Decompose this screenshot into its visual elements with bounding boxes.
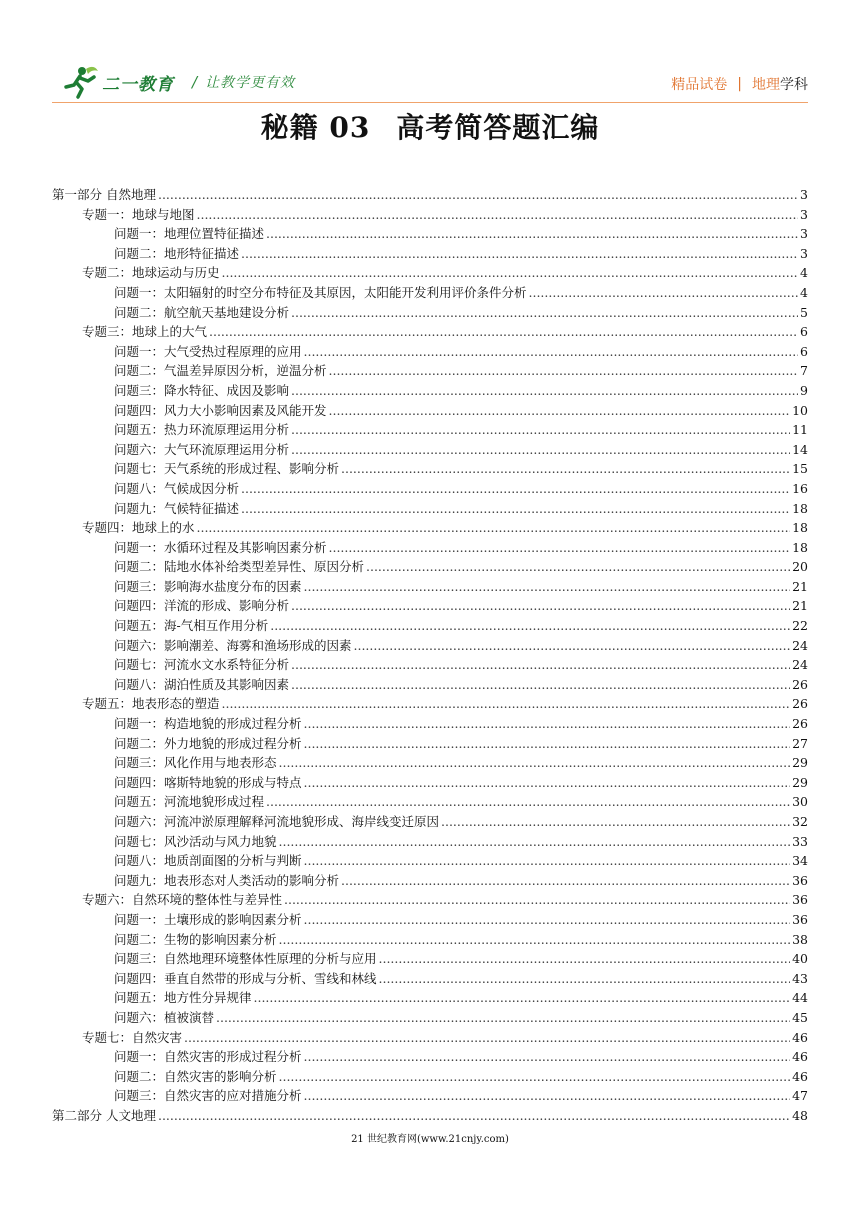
toc-leader-dots	[291, 675, 790, 695]
toc-question-entry[interactable]	[52, 342, 808, 362]
toc-leader-dots	[379, 949, 791, 969]
toc-question-entry[interactable]	[52, 734, 808, 754]
toc-leader-dots	[291, 655, 790, 675]
toc-question-entry[interactable]	[52, 930, 808, 950]
toc-question-entry[interactable]	[52, 577, 808, 597]
toc-page-number: 15	[792, 461, 808, 477]
toc-entry-label: 问题六：影响潮差、海雾和渔场形成的因素	[114, 637, 352, 653]
toc-page-number: 32	[792, 814, 808, 829]
toc-page-number: 18	[792, 539, 808, 555]
toc-leader-dots	[304, 773, 791, 793]
toc-question-entry[interactable]	[52, 949, 808, 969]
toc-leader-dots	[291, 596, 790, 616]
toc-page-number: 18	[792, 520, 808, 536]
toc-entry-label: 问题三：自然地理环境整体性原理的分析与应用	[114, 951, 377, 967]
grade-label: 精品试卷	[671, 77, 728, 93]
toc-leader-dots	[197, 518, 791, 538]
toc-entry-label: 问题三：风化作用与地表形态	[114, 755, 277, 771]
toc-question-entry[interactable]	[52, 655, 808, 675]
toc-question-entry[interactable]	[52, 969, 808, 989]
toc-entry-label: 专题一：地球与地图	[82, 206, 195, 222]
toc-entry-label: 问题七：风沙活动与风力地貌	[114, 833, 277, 849]
toc-question-entry[interactable]	[52, 283, 808, 303]
toc-leader-dots	[216, 1008, 790, 1028]
toc-leader-dots	[241, 499, 790, 519]
toc-entry-label: 问题七：天气系统的形成过程、影响分析	[114, 461, 340, 477]
toc-part-entry[interactable]	[52, 1106, 808, 1126]
toc-entry-label: 专题六：自然环境的整体性与差异性	[82, 892, 283, 908]
toc-topic-entry[interactable]	[52, 518, 808, 538]
toc-question-entry[interactable]	[52, 832, 808, 852]
toc-page-number: 43	[792, 970, 808, 986]
toc-entry-label: 问题四：风力大小影响因素及风能开发	[114, 402, 327, 418]
toc-page-number: 22	[792, 618, 808, 634]
toc-entry-label: 问题四：洋流的形成、影响分析	[114, 598, 290, 614]
toc-page-number: 24	[792, 657, 808, 673]
toc-leader-dots	[329, 538, 791, 558]
toc-entry-label: 问题八：气候成因分析	[114, 480, 240, 496]
toc-question-entry[interactable]	[52, 871, 808, 891]
toc-question-entry[interactable]	[52, 714, 808, 734]
toc-page-number: 16	[792, 480, 808, 496]
header-tags	[671, 74, 808, 94]
toc-entry-label: 问题六：大气环流原理运用分析	[114, 441, 290, 457]
toc-page-number: 33	[792, 833, 808, 849]
toc-leader-dots	[354, 636, 791, 656]
toc-question-entry[interactable]	[52, 440, 808, 460]
slogan-separator: /	[192, 73, 198, 91]
toc-topic-entry[interactable]	[52, 890, 808, 910]
toc-question-entry[interactable]	[52, 303, 808, 323]
toc-question-entry[interactable]	[52, 851, 808, 871]
toc-page-number: 3	[800, 226, 808, 242]
toc-page-number: 21	[792, 598, 808, 614]
brand-name: 二一教育	[102, 74, 174, 95]
toc-entry-label: 问题二：气温差异原因分析，逆温分析	[114, 363, 327, 379]
page-header	[52, 60, 808, 102]
toc-leader-dots	[304, 1047, 791, 1067]
toc-page-number: 26	[792, 696, 808, 712]
runner-logo-icon	[60, 65, 100, 99]
toc-leader-dots	[158, 1106, 790, 1126]
toc-entry-label: 问题九：地表形态对人类活动的影响分析	[114, 872, 340, 888]
toc-entry-label: 问题一：自然灾害的形成过程分析	[114, 1049, 302, 1065]
toc-page-number: 36	[792, 892, 808, 908]
toc-entry-label: 问题一：水循环过程及其影响因素分析	[114, 539, 327, 555]
toc-leader-dots	[291, 303, 798, 323]
toc-page-number: 38	[792, 931, 808, 947]
toc-question-entry[interactable]	[52, 479, 808, 499]
toc-entry-label: 专题五：地表形态的塑造	[82, 696, 220, 712]
toc-leader-dots	[304, 734, 791, 754]
toc-entry-label: 问题三：影响海水盐度分布的因素	[114, 578, 302, 594]
toc-leader-dots	[270, 616, 790, 636]
toc-leader-dots	[291, 420, 790, 440]
toc-leader-dots	[279, 930, 791, 950]
toc-page-number: 11	[792, 422, 808, 438]
toc-page-number: 20	[792, 559, 808, 575]
toc-question-entry[interactable]	[52, 616, 808, 636]
toc-entry-label: 问题八：湖泊性质及其影响因素	[114, 676, 290, 692]
toc-leader-dots	[279, 1067, 791, 1087]
toc-question-entry[interactable]	[52, 773, 808, 793]
toc-topic-entry[interactable]	[52, 205, 808, 225]
toc-entry-label: 问题一：土壤形成的影响因素分析	[114, 911, 302, 927]
toc-entry-label: 问题二：航空航天基地建设分析	[114, 304, 290, 320]
toc-topic-entry[interactable]	[52, 263, 808, 283]
toc-leader-dots	[209, 322, 798, 342]
toc-page-number: 3	[800, 187, 808, 202]
toc-question-entry[interactable]	[52, 381, 808, 401]
toc-entry-label: 第一部分 自然地理	[52, 187, 156, 202]
toc-question-entry[interactable]	[52, 910, 808, 930]
toc-entry-label: 问题六：河流冲淤原理解释河流地貌形成、海岸线变迁原因	[114, 814, 440, 829]
title-number: 秘籍 03	[260, 111, 371, 144]
toc-page-number: 3	[800, 206, 808, 222]
toc-leader-dots	[304, 910, 791, 930]
toc-leader-dots	[529, 283, 799, 303]
toc-leader-dots	[366, 557, 790, 577]
toc-question-entry[interactable]	[52, 420, 808, 440]
toc-leader-dots	[291, 381, 798, 401]
toc-page-number: 40	[792, 951, 808, 967]
toc-leader-dots	[329, 361, 799, 381]
toc-entry-label: 问题一：大气受热过程原理的应用	[114, 343, 302, 359]
toc-entry-label: 问题四：垂直自然带的形成与分析、雪线和林线	[114, 970, 377, 986]
toc-entry-label: 问题二：陆地水体补给类型差异性、原因分析	[114, 559, 365, 575]
toc-question-entry[interactable]	[52, 459, 808, 479]
toc-leader-dots	[291, 440, 790, 460]
toc-entry-label: 问题三：降水特征、成因及影响	[114, 382, 290, 398]
toc-page-number: 36	[792, 911, 808, 927]
toc-topic-entry[interactable]	[52, 1028, 808, 1048]
toc-page-number: 24	[792, 637, 808, 653]
toc-leader-dots	[279, 753, 791, 773]
toc-page-number: 5	[800, 304, 808, 320]
toc-page-number: 48	[792, 1107, 808, 1123]
toc-page-number: 14	[792, 441, 808, 457]
toc-question-entry[interactable]	[52, 361, 808, 381]
toc-leader-dots	[241, 479, 790, 499]
toc-page-number: 6	[800, 343, 808, 359]
toc-entry-label: 问题八：地质剖面图的分析与判断	[114, 853, 302, 869]
toc-page-number: 46	[792, 1068, 808, 1084]
toc-question-entry[interactable]	[52, 538, 808, 558]
title-text: 高考简答题汇编	[396, 111, 600, 144]
toc-leader-dots	[329, 401, 791, 421]
subject-label: 学科	[780, 77, 808, 93]
toc-leader-dots	[304, 1086, 791, 1106]
toc-page-number: 4	[800, 284, 808, 300]
toc-entry-label: 问题二：外力地貌的形成过程分析	[114, 735, 302, 751]
toc-leader-dots	[254, 988, 791, 1008]
toc-page-number: 29	[792, 755, 808, 771]
toc-question-entry[interactable]	[52, 1008, 808, 1028]
toc-leader-dots	[279, 832, 791, 852]
toc-question-entry[interactable]	[52, 1086, 808, 1106]
toc-page-number: 10	[792, 402, 808, 418]
toc-leader-dots	[284, 890, 790, 910]
toc-entry-label: 问题四：喀斯特地貌的形成与特点	[114, 774, 302, 790]
toc-leader-dots	[441, 812, 790, 832]
toc-entry-label: 专题三：地球上的大气	[82, 324, 208, 340]
toc-page-number: 46	[792, 1029, 808, 1045]
toc-question-entry[interactable]	[52, 675, 808, 695]
toc-page-number: 7	[800, 363, 808, 379]
toc-page-number: 36	[792, 872, 808, 888]
toc-entry-label: 问题三：自然灾害的应对措施分析	[114, 1088, 302, 1104]
toc-leader-dots	[304, 851, 791, 871]
toc-entry-label: 问题六：植被演替	[114, 1009, 215, 1025]
toc-leader-dots	[304, 714, 791, 734]
table-of-contents	[52, 185, 808, 1126]
toc-entry-label: 问题七：河流水文水系特征分析	[114, 657, 290, 673]
toc-page-number: 47	[792, 1088, 808, 1104]
toc-leader-dots	[379, 969, 791, 989]
toc-question-entry[interactable]	[52, 596, 808, 616]
toc-leader-dots	[158, 185, 798, 205]
toc-leader-dots	[197, 205, 799, 225]
page-title	[0, 106, 860, 146]
toc-page-number: 9	[800, 382, 808, 398]
toc-topic-entry[interactable]	[52, 694, 808, 714]
toc-question-entry[interactable]	[52, 792, 808, 812]
site-logo[interactable]	[60, 64, 295, 100]
toc-question-entry[interactable]	[52, 988, 808, 1008]
toc-leader-dots	[241, 244, 798, 264]
toc-leader-dots	[341, 871, 790, 891]
toc-page-number: 46	[792, 1049, 808, 1065]
toc-page-number: 26	[792, 676, 808, 692]
toc-entry-label: 问题九：气候特征描述	[114, 500, 240, 516]
toc-page-number: 30	[792, 794, 808, 810]
toc-question-entry[interactable]	[52, 753, 808, 773]
toc-entry-label: 第二部分 人文地理	[52, 1107, 156, 1123]
toc-entry-label: 专题七：自然灾害	[82, 1029, 183, 1045]
toc-leader-dots	[266, 224, 798, 244]
toc-page-number: 21	[792, 578, 808, 594]
toc-leader-dots	[304, 342, 799, 362]
toc-topic-entry[interactable]	[52, 322, 808, 342]
toc-entry-label: 问题一：地理位置特征描述	[114, 226, 265, 242]
toc-question-entry[interactable]	[52, 401, 808, 421]
toc-entry-label: 问题二：生物的影响因素分析	[114, 931, 277, 947]
toc-question-entry[interactable]	[52, 499, 808, 519]
toc-leader-dots	[304, 577, 791, 597]
subject-accent: 地理	[752, 77, 780, 93]
slogan: 让教学更有效	[205, 75, 296, 91]
toc-entry-label: 专题四：地球上的水	[82, 520, 195, 536]
toc-question-entry[interactable]	[52, 812, 808, 832]
toc-page-number: 26	[792, 716, 808, 732]
toc-entry-label: 问题一：构造地貌的形成过程分析	[114, 716, 302, 732]
toc-question-entry[interactable]	[52, 244, 808, 264]
toc-page-number: 34	[792, 853, 808, 869]
toc-entry-label: 专题二：地球运动与历史	[82, 265, 220, 281]
toc-entry-label: 问题五：地方性分异规律	[114, 990, 252, 1006]
toc-leader-dots	[222, 263, 799, 283]
header-rule	[52, 102, 808, 103]
toc-page-number: 27	[792, 735, 808, 751]
toc-part-entry[interactable]	[52, 185, 808, 205]
toc-leader-dots	[222, 694, 791, 714]
toc-question-entry[interactable]	[52, 1067, 808, 1087]
toc-page-number: 4	[800, 265, 808, 281]
toc-entry-label: 问题五：海-气相互作用分析	[114, 618, 269, 634]
toc-page-number: 6	[800, 324, 808, 340]
page-footer: 21 世纪教育网(www.21cnjy.com)	[351, 1134, 509, 1145]
toc-page-number: 18	[792, 500, 808, 516]
toc-entry-label: 问题五：热力环流原理运用分析	[114, 422, 290, 438]
toc-question-entry[interactable]	[52, 557, 808, 577]
toc-entry-label: 问题一：太阳辐射的时空分布特征及其原因，太阳能开发利用评价条件分析	[114, 284, 527, 300]
toc-leader-dots	[341, 459, 790, 479]
toc-entry-label: 问题五：河流地貌形成过程	[114, 794, 265, 810]
toc-entry-label: 问题二：自然灾害的影响分析	[114, 1068, 277, 1084]
toc-leader-dots	[266, 792, 790, 812]
toc-question-entry[interactable]	[52, 636, 808, 656]
toc-page-number: 45	[792, 1009, 808, 1025]
toc-entry-label: 问题二：地形特征描述	[114, 245, 240, 261]
toc-page-number: 29	[792, 774, 808, 790]
toc-leader-dots	[184, 1028, 790, 1048]
header-divider: |	[737, 76, 742, 92]
toc-question-entry[interactable]	[52, 1047, 808, 1067]
toc-page-number: 44	[792, 990, 808, 1006]
toc-question-entry[interactable]	[52, 224, 808, 244]
toc-page-number: 3	[800, 245, 808, 261]
